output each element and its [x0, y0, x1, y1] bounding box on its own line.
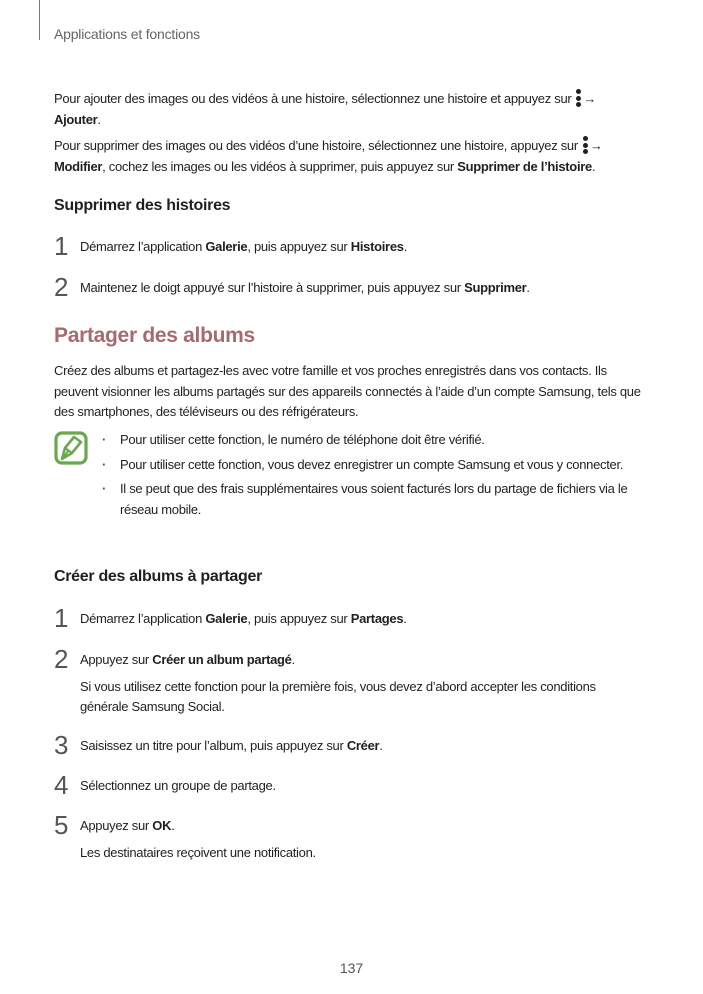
step-number: 2 [54, 644, 69, 674]
menu-label-modifier: Modifier [54, 158, 103, 174]
step-text: Démarrez l’application Galerie, puis appuyez sur Partages. [80, 611, 407, 626]
more-options-icon [582, 136, 588, 154]
note-item: · Pour utiliser cette fonction, vous devez enregistrer un compte Samsung et vous y connecter. [102, 455, 642, 476]
chapter-title: Applications et fonctions [54, 26, 200, 42]
note-item: · Pour utiliser cette fonction, le numéro de téléphone doit être vérifié. [102, 430, 642, 451]
step-number: 4 [54, 770, 69, 800]
step-number: 1 [54, 603, 69, 633]
header-rule [39, 0, 40, 40]
step-text: Appuyez sur Créer un album partagé. Si vous utilisez cette fonction pour la première fois, vous devez d’abord accepter les conditions générale Samsung Social. [80, 650, 645, 718]
more-options-icon [575, 89, 581, 107]
step-number: 1 [54, 231, 69, 261]
step-number: 5 [54, 810, 69, 840]
step-subtext: Si vous utilisez cette fonction pour la première fois, vous devez d’abord accepter les conditions générale Samsung Social. [80, 678, 596, 714]
section-heading-creer-albums: Créer des albums à partager [54, 568, 262, 585]
menu-label-ajouter: Ajouter [54, 111, 98, 127]
note-item: · Il se peut que des frais supplémentaires vous soient facturés lors du partage de fichiers via le réseau mobile. [102, 479, 642, 520]
step-text: Saisissez un titre pour l’album, puis appuyez sur Créer. [80, 738, 383, 753]
intro-paragraph-delete: Pour supprimer des images ou des vidéos d’une histoire, sélectionnez une histoire, appuyez sur → Modifier, cochez les images ou les vidéos à supprimer, puis appuyez sur Supprimer de l’histoire. [54, 138, 603, 174]
section-heading-supprimer-histoires: Supprimer des histoires [54, 197, 231, 214]
step-number: 2 [54, 272, 69, 302]
note-list [102, 430, 642, 524]
step-text: Démarrez l’application Galerie, puis appuyez sur Histoires. [80, 239, 407, 254]
step-number: 3 [54, 730, 69, 760]
menu-label-supprimer-histoire: Supprimer de l’histoire [457, 158, 592, 174]
arrow-icon: → [583, 91, 597, 106]
share-description: Créez des albums et partagez-les avec votre famille et vos proches enregistrés dans vos contacts. Ils peuvent visionner les albums partagés sur des appareils connectés à l’aide d’un compte Samsung, tels que des smartphones, des téléviseurs ou des réfrigérateurs. [54, 363, 641, 419]
step-text: Sélectionnez un groupe de partage. [80, 778, 276, 793]
step-subtext: Les destinataires reçoivent une notification. [80, 844, 316, 860]
page-number: 137 [339, 960, 364, 976]
section-heading-partager-albums: Partager des albums [54, 324, 255, 347]
arrow-icon: → [589, 138, 603, 153]
step-text: Maintenez le doigt appuyé sur l’histoire à supprimer, puis appuyez sur Supprimer. [80, 280, 530, 295]
step-text: Appuyez sur OK. Les destinataires reçoivent une notification. [80, 816, 645, 863]
note-pencil-icon [54, 431, 88, 465]
intro-paragraph-add: Pour ajouter des images ou des vidéos à une histoire, sélectionnez une histoire et appuyez sur → Ajouter. [54, 91, 597, 127]
